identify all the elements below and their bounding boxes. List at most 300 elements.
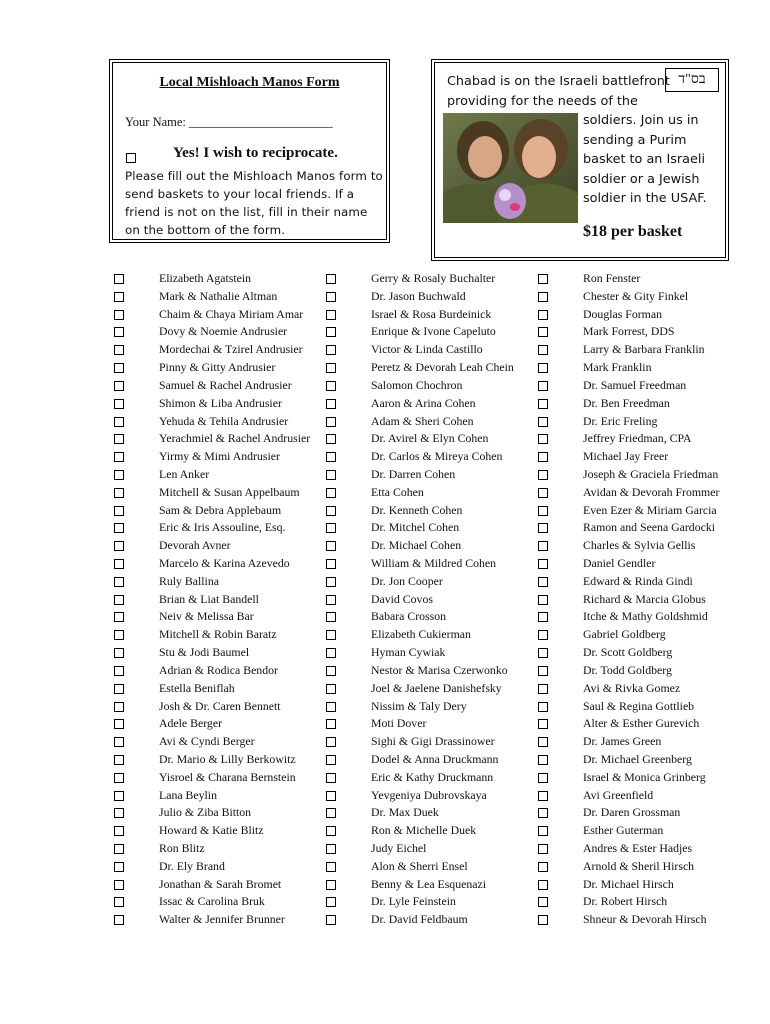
list-item-checkbox[interactable] — [114, 577, 124, 587]
list-item-name: Dr. Carlos & Mireya Cohen — [371, 449, 503, 464]
list-item-checkbox[interactable] — [538, 452, 548, 462]
list-item-name: Yerachmiel & Rachel Andrusier — [159, 431, 311, 446]
list-item-checkbox[interactable] — [326, 452, 336, 462]
list-item-checkbox[interactable] — [326, 417, 336, 427]
list-item[interactable] — [114, 787, 324, 805]
list-item[interactable] — [326, 448, 536, 466]
list-item[interactable] — [326, 519, 536, 537]
list-item-name: Peretz & Devorah Leah Chein — [371, 360, 514, 375]
list-item-checkbox[interactable] — [326, 880, 336, 890]
list-item-checkbox[interactable] — [538, 737, 548, 747]
list-item-name: Dr. Daren Grossman — [583, 805, 681, 820]
list-item-checkbox[interactable] — [114, 808, 124, 818]
list-item[interactable] — [326, 822, 536, 840]
list-item-name: Ron Fenster — [583, 271, 641, 285]
list-item-checkbox[interactable] — [114, 862, 124, 872]
list-item-checkbox[interactable] — [538, 719, 548, 729]
list-item-name: Gabriel Goldberg — [583, 627, 666, 642]
list-item[interactable] — [538, 466, 758, 484]
list-item-checkbox[interactable] — [114, 702, 124, 712]
list-item-checkbox[interactable] — [538, 488, 548, 498]
list-item-checkbox[interactable] — [538, 630, 548, 640]
list-item-name: Charles & Sylvia Gellis — [583, 538, 696, 553]
list-item-name: Stu & Jodi Baumel — [159, 645, 250, 660]
list-item-checkbox[interactable] — [114, 541, 124, 551]
list-item[interactable] — [538, 341, 758, 359]
reciprocate-checkbox[interactable] — [126, 153, 136, 163]
list-item[interactable] — [326, 377, 536, 395]
list-item[interactable] — [326, 733, 536, 751]
list-item-name: Len Anker — [159, 466, 210, 481]
list-item-checkbox[interactable] — [538, 915, 548, 925]
list-item-name: Benny & Lea Esquenazi — [371, 876, 486, 891]
list-item[interactable] — [538, 537, 758, 555]
list-item-name: Dr. Eric Freling — [583, 413, 658, 428]
list-item[interactable] — [326, 359, 536, 377]
list-item[interactable] — [114, 341, 324, 359]
list-item-name: Etta Cohen — [371, 484, 424, 499]
list-item-checkbox[interactable] — [538, 791, 548, 801]
list-item-checkbox[interactable] — [538, 666, 548, 676]
list-item-checkbox[interactable] — [326, 702, 336, 712]
list-item[interactable] — [538, 377, 758, 395]
list-item-checkbox[interactable] — [326, 737, 336, 747]
list-item[interactable] — [326, 876, 536, 894]
list-item[interactable] — [538, 448, 758, 466]
list-item-checkbox[interactable] — [538, 417, 548, 427]
list-item-checkbox[interactable] — [114, 880, 124, 890]
list-item-checkbox[interactable] — [326, 648, 336, 658]
list-item-name: Yevgeniya Dubrovskaya — [371, 787, 487, 802]
list-item-checkbox[interactable] — [326, 399, 336, 409]
list-item-checkbox[interactable] — [326, 684, 336, 694]
list-item[interactable] — [326, 573, 536, 591]
list-item[interactable] — [326, 430, 536, 448]
list-item-checkbox[interactable] — [538, 844, 548, 854]
list-item[interactable] — [538, 519, 758, 537]
list-item-name: Dr. Lyle Feinstein — [371, 894, 456, 909]
list-item[interactable] — [326, 608, 536, 626]
soldiers-photo — [443, 113, 578, 223]
list-item-checkbox[interactable] — [538, 755, 548, 765]
list-item[interactable] — [538, 270, 758, 288]
list-item-checkbox[interactable] — [114, 595, 124, 605]
list-item-checkbox[interactable] — [114, 791, 124, 801]
list-item-name: Eric & Iris Assouline, Esq. — [159, 520, 286, 535]
list-item-checkbox[interactable] — [114, 826, 124, 836]
list-item[interactable] — [114, 733, 324, 751]
list-item-name: Edward & Rinda Gindi — [583, 573, 693, 588]
list-item-checkbox[interactable] — [114, 630, 124, 640]
list-item-name: Saul & Regina Gottlieb — [583, 698, 695, 713]
list-item-checkbox[interactable] — [538, 773, 548, 783]
list-item-name: Elizabeth Agatstein — [159, 271, 252, 285]
list-item-checkbox[interactable] — [326, 862, 336, 872]
your-name-field[interactable]: Your Name: _______________________ — [125, 115, 333, 129]
list-item-checkbox[interactable] — [326, 666, 336, 676]
list-item-checkbox[interactable] — [538, 648, 548, 658]
list-item[interactable] — [114, 413, 324, 431]
list-item-checkbox[interactable] — [326, 381, 336, 391]
form-instructions: Please fill out the Mishloach Manos form to send baskets to your local friends. If a friend is not on the list, fill in their name on the bottom of the form. — [125, 169, 383, 237]
list-item-checkbox[interactable] — [326, 773, 336, 783]
list-item-name: Lana Beylin — [159, 787, 217, 802]
list-item[interactable] — [326, 787, 536, 805]
list-item-name: Douglas Forman — [583, 306, 662, 321]
list-item[interactable] — [326, 715, 536, 733]
list-item[interactable] — [538, 591, 758, 609]
list-item[interactable] — [114, 519, 324, 537]
list-item[interactable] — [538, 359, 758, 377]
list-item-name: Jeffrey Friedman, CPA — [583, 431, 692, 446]
list-item[interactable] — [326, 804, 536, 822]
list-item-name: Israel & Rosa Burdeinick — [371, 306, 492, 321]
list-item-checkbox[interactable] — [326, 612, 336, 622]
list-item-name: Dr. Scott Goldberg — [583, 645, 673, 660]
list-item-name: Avi & Cyndi Berger — [159, 734, 255, 749]
list-item-name: Judy Eichel — [371, 841, 427, 855]
list-item[interactable] — [326, 502, 536, 520]
list-item-name: Mark & Nathalie Altman — [159, 288, 278, 303]
list-item-checkbox[interactable] — [114, 470, 124, 480]
list-item-checkbox[interactable] — [326, 310, 336, 320]
list-item-name: Mark Forrest, DDS — [583, 324, 675, 339]
list-item-name: Adrian & Rodica Bendor — [159, 662, 278, 677]
list-item[interactable] — [538, 876, 758, 894]
list-item-checkbox[interactable] — [538, 559, 548, 569]
name-column-3 — [538, 270, 758, 929]
list-item-checkbox[interactable] — [114, 506, 124, 516]
list-item-checkbox[interactable] — [538, 523, 548, 533]
list-item-name: Brian & Liat Bandell — [159, 591, 259, 606]
list-item-checkbox[interactable] — [326, 541, 336, 551]
list-item-name: Dr. Michael Hirsch — [583, 876, 674, 891]
list-item[interactable] — [326, 911, 536, 929]
list-item[interactable] — [538, 644, 758, 662]
list-item[interactable] — [326, 644, 536, 662]
list-item-checkbox[interactable] — [114, 292, 124, 302]
list-item[interactable] — [114, 591, 324, 609]
list-item-checkbox[interactable] — [326, 719, 336, 729]
list-item[interactable] — [326, 626, 536, 644]
reciprocate-label: Yes! I wish to reciprocate. — [173, 145, 338, 161]
list-item[interactable] — [114, 911, 324, 929]
list-item[interactable] — [538, 484, 758, 502]
list-item-checkbox[interactable] — [538, 363, 548, 373]
list-item[interactable] — [538, 555, 758, 573]
list-item-checkbox[interactable] — [538, 880, 548, 890]
list-item-name: Dr. Samuel Freedman — [583, 377, 687, 392]
list-item[interactable] — [114, 698, 324, 716]
name-column-2 — [326, 270, 536, 929]
list-item-checkbox[interactable] — [326, 488, 336, 498]
list-item-name: Avi & Rivka Gomez — [583, 680, 681, 695]
list-item-name: Mordechai & Tzirel Andrusier — [159, 342, 303, 357]
list-item-checkbox[interactable] — [326, 897, 336, 907]
list-item-name: Dr. Kenneth Cohen — [371, 502, 463, 517]
list-item[interactable] — [114, 662, 324, 680]
list-item-name: Samuel & Rachel Andrusier — [159, 377, 292, 392]
bsd-label: בס"ד — [665, 68, 719, 92]
list-item[interactable] — [114, 840, 324, 858]
list-item[interactable] — [538, 502, 758, 520]
list-item-name: Mitchell & Robin Baratz — [159, 627, 277, 642]
list-item[interactable] — [114, 822, 324, 840]
list-item-checkbox[interactable] — [538, 862, 548, 872]
list-item[interactable] — [114, 306, 324, 324]
list-item[interactable] — [538, 698, 758, 716]
list-item[interactable] — [326, 858, 536, 876]
list-item-checkbox[interactable] — [114, 417, 124, 427]
list-item-name: Dr. Jon Cooper — [371, 573, 443, 588]
list-item-name: Andres & Ester Hadjes — [583, 841, 693, 855]
list-item[interactable] — [114, 466, 324, 484]
list-item[interactable] — [114, 555, 324, 573]
list-item-checkbox[interactable] — [538, 292, 548, 302]
list-item-name: Mark Franklin — [583, 360, 652, 375]
list-item-name: Alter & Esther Gurevich — [583, 716, 700, 731]
list-item-checkbox[interactable] — [326, 808, 336, 818]
list-item-checkbox[interactable] — [326, 577, 336, 587]
list-item[interactable] — [538, 306, 758, 324]
list-item[interactable] — [538, 911, 758, 929]
list-item[interactable] — [538, 840, 758, 858]
list-item[interactable] — [538, 395, 758, 413]
list-item-checkbox[interactable] — [114, 399, 124, 409]
list-item-checkbox[interactable] — [114, 684, 124, 694]
list-item-checkbox[interactable] — [538, 399, 548, 409]
list-item-name: Gerry & Rosaly Buchalter — [371, 271, 496, 285]
list-item-name: Michael Jay Freer — [583, 449, 669, 464]
list-item[interactable] — [326, 466, 536, 484]
list-item[interactable] — [538, 288, 758, 306]
list-item-name: Jonathan & Sarah Bromet — [159, 876, 282, 891]
list-item[interactable] — [114, 323, 324, 341]
list-item-checkbox[interactable] — [114, 897, 124, 907]
list-item-name: Adele Berger — [159, 716, 222, 731]
list-item[interactable] — [114, 893, 324, 911]
list-item[interactable] — [114, 715, 324, 733]
list-item-checkbox[interactable] — [326, 523, 336, 533]
list-item[interactable] — [326, 341, 536, 359]
list-item-checkbox[interactable] — [538, 612, 548, 622]
list-item-checkbox[interactable] — [326, 791, 336, 801]
list-item-name: Estella Beniflah — [159, 680, 235, 695]
list-item-checkbox[interactable] — [538, 345, 548, 355]
list-item-name: Avi Greenfield — [583, 787, 654, 802]
list-item-checkbox[interactable] — [538, 470, 548, 480]
list-item[interactable] — [114, 395, 324, 413]
list-item[interactable] — [114, 502, 324, 520]
list-item[interactable] — [326, 537, 536, 555]
list-item-checkbox[interactable] — [326, 470, 336, 480]
list-item-checkbox[interactable] — [114, 915, 124, 925]
list-item-name: Eric & Kathy Druckmann — [371, 769, 494, 784]
list-item-checkbox[interactable] — [326, 755, 336, 765]
list-item-name: Dr. Mario & Lilly Berkowitz — [159, 751, 296, 766]
list-item-checkbox[interactable] — [326, 826, 336, 836]
list-item-checkbox[interactable] — [326, 506, 336, 516]
list-item-name: Chaim & Chaya Miriam Amar — [159, 306, 304, 321]
list-item[interactable] — [326, 323, 536, 341]
list-item-checkbox[interactable] — [114, 434, 124, 444]
list-item[interactable] — [326, 555, 536, 573]
list-item-checkbox[interactable] — [326, 630, 336, 640]
list-item[interactable] — [114, 858, 324, 876]
list-item-name: Dr. Mitchel Cohen — [371, 520, 460, 535]
list-item[interactable] — [326, 662, 536, 680]
list-item[interactable] — [538, 804, 758, 822]
list-item[interactable] — [538, 323, 758, 341]
list-item-checkbox[interactable] — [114, 666, 124, 676]
list-item-checkbox[interactable] — [326, 434, 336, 444]
promo-line-2: providing for the needs of the — [447, 93, 638, 109]
list-item-checkbox[interactable] — [114, 381, 124, 391]
list-item[interactable] — [326, 270, 536, 288]
list-item-checkbox[interactable] — [326, 844, 336, 854]
list-item-checkbox[interactable] — [114, 844, 124, 854]
list-item[interactable] — [326, 751, 536, 769]
list-item-checkbox[interactable] — [538, 595, 548, 605]
list-item-checkbox[interactable] — [538, 702, 548, 712]
list-item-checkbox[interactable] — [114, 310, 124, 320]
list-item[interactable] — [538, 893, 758, 911]
list-item[interactable] — [114, 270, 324, 288]
list-item-name: Joel & Jaelene Danishefsky — [371, 680, 502, 695]
list-item-name: Howard & Katie Blitz — [159, 823, 264, 838]
list-item[interactable] — [114, 751, 324, 769]
list-item-checkbox[interactable] — [326, 363, 336, 373]
list-item-checkbox[interactable] — [538, 381, 548, 391]
list-item[interactable] — [538, 608, 758, 626]
list-item[interactable] — [114, 288, 324, 306]
list-item[interactable] — [326, 698, 536, 716]
list-item-checkbox[interactable] — [538, 310, 548, 320]
list-item[interactable] — [114, 804, 324, 822]
list-item-checkbox[interactable] — [326, 345, 336, 355]
list-item[interactable] — [538, 787, 758, 805]
list-item-name: Chester & Gity Finkel — [583, 288, 689, 303]
list-item-name: Ron Blitz — [159, 841, 205, 855]
list-item-checkbox[interactable] — [114, 559, 124, 569]
list-item-checkbox[interactable] — [114, 648, 124, 658]
list-item-name: Alon & Sherri Ensel — [371, 858, 468, 873]
list-item-checkbox[interactable] — [538, 684, 548, 694]
list-item[interactable] — [538, 413, 758, 431]
list-item-checkbox[interactable] — [114, 274, 124, 284]
list-item-name: Dr. Ben Freedman — [583, 395, 670, 410]
list-item[interactable] — [538, 733, 758, 751]
list-item[interactable] — [326, 769, 536, 787]
list-item-name: Yehuda & Tehila Andrusier — [159, 413, 289, 428]
list-item[interactable] — [538, 751, 758, 769]
list-item-checkbox[interactable] — [538, 541, 548, 551]
list-item[interactable] — [114, 680, 324, 698]
list-item-checkbox[interactable] — [114, 719, 124, 729]
list-item-checkbox[interactable] — [326, 327, 336, 337]
list-item-name: Shneur & Devorah Hirsch — [583, 912, 707, 927]
list-item[interactable] — [114, 537, 324, 555]
list-item-checkbox[interactable] — [114, 345, 124, 355]
list-item[interactable] — [114, 644, 324, 662]
list-item-checkbox[interactable] — [326, 559, 336, 569]
list-item[interactable] — [114, 573, 324, 591]
list-item-checkbox[interactable] — [114, 327, 124, 337]
list-item-checkbox[interactable] — [326, 595, 336, 605]
list-item[interactable] — [326, 484, 536, 502]
list-item[interactable] — [538, 715, 758, 733]
list-item-checkbox[interactable] — [114, 612, 124, 622]
list-item[interactable] — [538, 626, 758, 644]
list-item-checkbox[interactable] — [538, 577, 548, 587]
list-item[interactable] — [326, 306, 536, 324]
list-item[interactable] — [114, 608, 324, 626]
list-item-checkbox[interactable] — [538, 506, 548, 516]
list-item[interactable] — [326, 591, 536, 609]
list-item[interactable] — [114, 359, 324, 377]
list-item[interactable] — [538, 573, 758, 591]
list-item[interactable] — [326, 840, 536, 858]
list-item[interactable] — [538, 662, 758, 680]
list-item-checkbox[interactable] — [538, 897, 548, 907]
list-item[interactable] — [326, 413, 536, 431]
list-item-checkbox[interactable] — [538, 327, 548, 337]
list-item-checkbox[interactable] — [538, 274, 548, 284]
list-item[interactable] — [538, 680, 758, 698]
list-item-checkbox[interactable] — [114, 773, 124, 783]
list-item-name: Dr. Darren Cohen — [371, 466, 456, 481]
list-item-checkbox[interactable] — [538, 808, 548, 818]
list-item[interactable] — [114, 430, 324, 448]
list-item[interactable] — [326, 680, 536, 698]
list-item[interactable] — [326, 395, 536, 413]
list-item[interactable] — [326, 893, 536, 911]
list-item-name: Walter & Jennifer Brunner — [159, 912, 285, 927]
list-item-name: Neiv & Melissa Bar — [159, 609, 254, 624]
list-item[interactable] — [114, 448, 324, 466]
list-item-checkbox[interactable] — [538, 434, 548, 444]
list-item-checkbox[interactable] — [326, 915, 336, 925]
list-item[interactable] — [538, 822, 758, 840]
list-item-checkbox[interactable] — [326, 292, 336, 302]
list-item-name: Sighi & Gigi Drassinower — [371, 734, 495, 749]
list-item-checkbox[interactable] — [114, 755, 124, 765]
list-item-checkbox[interactable] — [114, 737, 124, 747]
list-item-name: Daniel Gendler — [583, 556, 656, 570]
list-item[interactable] — [538, 430, 758, 448]
list-item-checkbox[interactable] — [114, 363, 124, 373]
list-item-checkbox[interactable] — [114, 452, 124, 462]
promo-side-text: soldiers. Join us in sending a Purim basket to an Israeli soldier or a Jewish soldier in the USAF. — [583, 113, 707, 206]
list-item-name: Hyman Cywiak — [371, 645, 446, 660]
list-item[interactable] — [326, 288, 536, 306]
list-item-name: Ron & Michelle Duek — [371, 823, 477, 838]
list-item[interactable] — [538, 769, 758, 787]
list-item-name: Arnold & Sheril Hirsch — [583, 858, 695, 873]
list-item-name: Dr. Todd Goldberg — [583, 662, 672, 677]
list-item[interactable] — [114, 769, 324, 787]
list-item-checkbox[interactable] — [114, 488, 124, 498]
list-item[interactable] — [114, 876, 324, 894]
promo-line-1: Chabad is on the Israeli battlefront — [447, 74, 670, 89]
list-item-checkbox[interactable] — [538, 826, 548, 836]
list-item[interactable] — [114, 626, 324, 644]
list-item[interactable] — [114, 484, 324, 502]
list-item-checkbox[interactable] — [326, 274, 336, 284]
list-item-checkbox[interactable] — [114, 523, 124, 533]
list-item[interactable] — [538, 858, 758, 876]
list-item[interactable] — [114, 377, 324, 395]
